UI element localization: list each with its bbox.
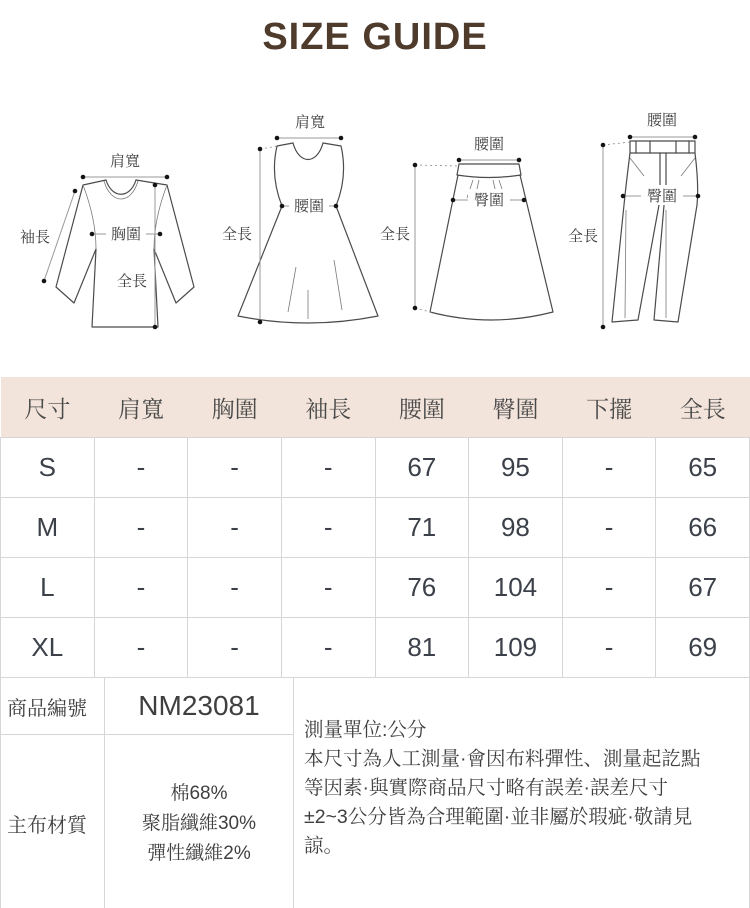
size-cell: 67 <box>375 438 469 498</box>
dress-waist-label: 腰圍 <box>293 198 325 215</box>
page-title: SIZE GUIDE <box>262 16 488 58</box>
header-sleeve: 袖長 <box>281 377 375 438</box>
size-cell: 66 <box>656 498 750 558</box>
header-hem: 下擺 <box>562 377 656 438</box>
dress-diagram <box>218 112 403 332</box>
size-cell: XL <box>1 618 95 678</box>
table-row-m <box>1 498 750 558</box>
material-label: 主布材質 <box>1 735 105 908</box>
header-size: 尺寸 <box>1 377 95 438</box>
size-cell: 65 <box>656 438 750 498</box>
dress-shoulder-label: 肩寬 <box>294 114 326 131</box>
size-cell: 104 <box>469 558 563 618</box>
size-cell: 81 <box>375 618 469 678</box>
measurement-note <box>294 678 750 908</box>
size-cell: 76 <box>375 558 469 618</box>
table-row-s <box>1 438 750 498</box>
header-length: 全長 <box>656 377 750 438</box>
top-length-label: 全長 <box>116 273 148 290</box>
material-line: 聚脂纖維30% <box>141 812 257 834</box>
skirt-diagram <box>378 135 568 335</box>
material-value <box>105 735 294 908</box>
size-cell: - <box>188 438 282 498</box>
pants-hip-label: 臀圍 <box>646 188 678 205</box>
note-unit-line: 測量單位:公分 <box>304 719 427 741</box>
top-chest-label: 胸圍 <box>110 226 142 243</box>
size-cell: - <box>562 438 656 498</box>
size-cell: 95 <box>469 438 563 498</box>
table-row-xl <box>1 618 750 678</box>
size-cell: S <box>1 438 95 498</box>
pants-length-label: 全長 <box>568 228 599 245</box>
header-hip: 臀圍 <box>469 377 563 438</box>
top-shoulder-label: 肩寬 <box>109 153 141 170</box>
size-cell: - <box>188 498 282 558</box>
size-cell: M <box>1 498 95 558</box>
size-cell: - <box>94 618 188 678</box>
size-cell: - <box>281 618 375 678</box>
product-number-row <box>1 678 750 735</box>
size-cell: - <box>188 558 282 618</box>
dress-length-label: 全長 <box>222 226 253 243</box>
size-cell: 98 <box>469 498 563 558</box>
material-line: 棉68% <box>170 782 228 804</box>
size-cell: - <box>188 618 282 678</box>
size-cell: - <box>562 498 656 558</box>
size-cell: - <box>562 618 656 678</box>
top-sleeve-label: 袖長 <box>20 229 51 246</box>
product-info-table <box>0 677 750 908</box>
note-body-text: 本尺寸為人工測量·會因布料彈性、測量起訖點等因素·與實際商品尺寸略有誤差·誤差尺寸±2~3公分皆為合理範圍·並非屬於瑕疵·敬請見諒。 <box>304 748 701 857</box>
size-table-header-row <box>1 377 750 438</box>
top-garment-diagram <box>8 149 218 334</box>
pants-waist-label: 腰圍 <box>646 112 678 129</box>
pants-diagram <box>562 110 732 332</box>
size-cell: - <box>281 438 375 498</box>
garment-diagrams <box>0 92 750 342</box>
header-shoulder: 肩寬 <box>94 377 188 438</box>
size-table <box>0 377 750 678</box>
size-cell: - <box>94 558 188 618</box>
size-cell: - <box>281 498 375 558</box>
size-cell: 71 <box>375 498 469 558</box>
size-cell: - <box>562 558 656 618</box>
product-number-label: 商品編號 <box>1 678 105 735</box>
skirt-waist-label: 腰圍 <box>473 136 505 153</box>
size-cell: - <box>94 498 188 558</box>
header-chest: 胸圍 <box>188 377 282 438</box>
size-cell: 69 <box>656 618 750 678</box>
size-cell: 67 <box>656 558 750 618</box>
size-cell: 109 <box>469 618 563 678</box>
size-cell: L <box>1 558 95 618</box>
size-cell: - <box>281 558 375 618</box>
skirt-hip-label: 臀圍 <box>473 192 505 209</box>
table-row-l <box>1 558 750 618</box>
skirt-length-label: 全長 <box>380 226 411 243</box>
material-line: 彈性纖維2% <box>147 842 251 864</box>
size-cell: - <box>94 438 188 498</box>
product-number-value: NM23081 <box>105 678 294 735</box>
header-waist: 腰圍 <box>375 377 469 438</box>
